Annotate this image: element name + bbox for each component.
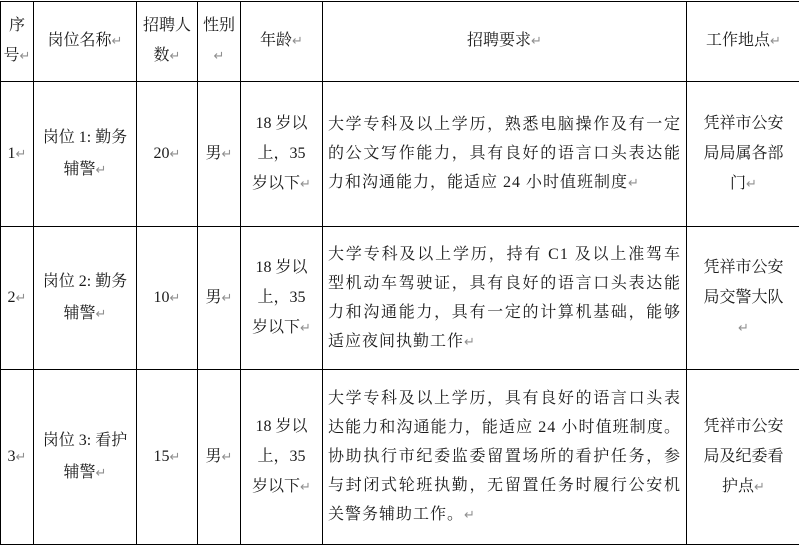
gender: 男 [206,145,222,162]
work-location: 凭祥市公安局及纪委看护点 [703,418,783,495]
requirements-text: 大学专科及以上学历，熟悉电脑操作及有一定的公文写作能力，具有良好的语言口头表达能力和沟通能力，能适应 24 小时值班制度 [328,116,681,191]
paragraph-mark: ↵ [222,291,233,306]
serial-number: 2 [8,289,16,306]
serial-number: 3 [8,448,16,465]
table-row [1,82,799,227]
cell-gender [198,370,241,545]
recruit-count: 20 [154,145,170,162]
age-range: 18 岁以上，35 岁以下 [252,259,307,336]
cell-requirements [323,370,687,545]
cell-position-name [34,370,137,545]
table-row [1,370,799,545]
recruit-count: 10 [154,289,170,306]
paragraph-mark: ↵ [170,147,181,162]
header-label: 性别 [203,17,235,34]
position-name: 岗位 1: 勤务辅警 [43,129,127,178]
paragraph-mark: ↵ [20,49,31,64]
cell-gender [198,82,241,227]
header-requirements [323,2,687,82]
paragraph-mark: ↵ [292,34,303,49]
table-row [1,227,799,370]
header-label: 年龄 [260,32,292,49]
cell-work-location [687,370,799,545]
paragraph-mark: ↵ [96,307,107,322]
cell-age [241,227,323,370]
paragraph-mark: ↵ [300,321,311,336]
paragraph-mark: ↵ [464,508,475,523]
cell-requirements [323,227,687,370]
cell-serial-number [1,227,34,370]
requirements-text: 大学专科及以上学历，具有良好的语言口头表达能力和沟通能力，能适应 24 小时值班制度。协助执行市纪委监委留置场所的看护任务，参与封闭式轮班执勤，无留置任务时履行公安机关警务辅助工作。 [328,390,681,523]
paragraph-mark: ↵ [531,34,542,49]
header-label: 招聘要求 [467,32,531,49]
age-range: 18 岁以上，35 岁以下 [252,418,307,495]
header-position-name [34,2,137,82]
paragraph-mark: ↵ [222,450,233,465]
table-header-row [1,2,799,82]
cell-recruit-count [137,227,198,370]
serial-number: 1 [8,145,16,162]
paragraph-mark: ↵ [96,466,107,481]
position-name: 岗位 3: 看护辅警 [43,432,127,481]
header-recruit-count [137,2,198,82]
gender: 男 [206,289,222,306]
age-range: 18 岁以上，35 岁以下 [252,115,307,192]
cell-serial-number [1,370,34,545]
gender: 男 [206,448,222,465]
paragraph-mark: ↵ [112,34,123,49]
cell-position-name [34,82,137,227]
paragraph-mark: ↵ [770,34,781,49]
paragraph-mark: ↵ [300,177,311,192]
paragraph-mark: ↵ [96,163,107,178]
header-label: 岗位名称 [48,32,112,49]
cell-age [241,82,323,227]
cell-age [241,370,323,545]
paragraph-mark: ↵ [170,450,181,465]
header-label: 招聘人数 [143,17,191,64]
paragraph-mark: ↵ [300,480,311,495]
work-location: 凭祥市公安局局属各部门 [703,115,783,192]
requirements-text: 大学专科及以上学历，持有 C1 及以上准驾车型机动车驾驶证，具有良好的语言口头表达能力和沟通能力，具有一定的计算机基础，能够适应夜间执勤工作 [328,246,681,350]
paragraph-mark: ↵ [464,335,475,350]
paragraph-mark: ↵ [16,450,27,465]
paragraph-mark: ↵ [170,291,181,306]
paragraph-mark: ↵ [170,49,181,64]
position-name: 岗位 2: 勤务辅警 [43,273,127,322]
cell-gender [198,227,241,370]
paragraph-mark: ↵ [222,147,233,162]
cell-recruit-count [137,370,198,545]
cell-work-location [687,82,799,227]
paragraph-mark: ↵ [628,176,639,191]
paragraph-mark: ↵ [754,480,765,495]
paragraph-mark: ↵ [214,49,225,64]
header-serial-number [1,2,34,82]
cell-requirements [323,82,687,227]
paragraph-mark: ↵ [746,177,757,192]
paragraph-mark: ↵ [738,321,749,336]
header-gender [198,2,241,82]
cell-position-name [34,227,137,370]
header-work-location [687,2,799,82]
header-label: 序号 [4,17,25,64]
paragraph-mark: ↵ [16,147,27,162]
paragraph-mark: ↵ [16,291,27,306]
cell-recruit-count [137,82,198,227]
work-location: 凭祥市公安局交警大队 [703,259,783,306]
cell-work-location [687,227,799,370]
recruitment-table [0,1,799,545]
header-label: 工作地点 [706,32,770,49]
recruit-count: 15 [154,448,170,465]
cell-serial-number [1,82,34,227]
header-age [241,2,323,82]
